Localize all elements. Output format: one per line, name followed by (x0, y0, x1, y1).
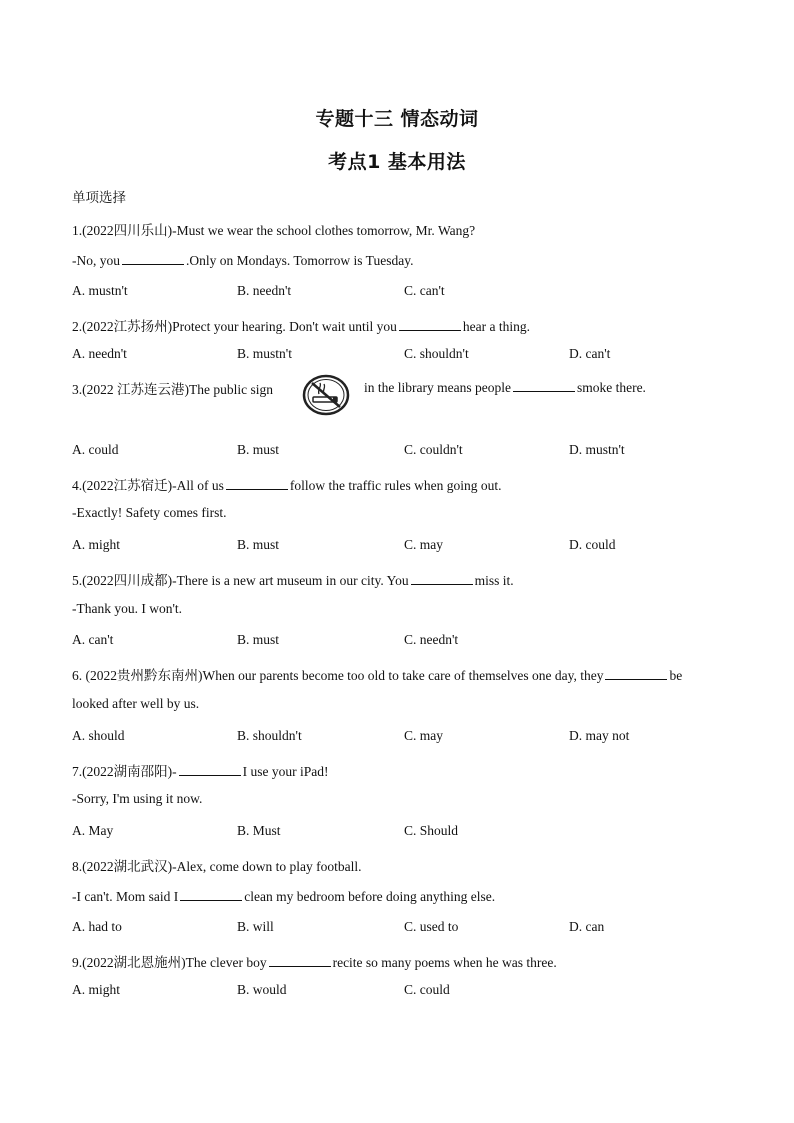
answer-blank (269, 953, 331, 967)
question-3-option-d: D. mustn't (569, 442, 625, 457)
answer-blank (122, 251, 184, 265)
page-subtitle: 考点1 基本用法 (328, 151, 466, 173)
question-8-line-1: 8.(2022湖北武汉)-Alex, come down to play football. (72, 859, 362, 874)
answer-blank (399, 317, 461, 331)
question-8-line-2: -I can't. Mom said I clean my bedroom before doing anything else. (72, 889, 496, 904)
question-6-option-c: C. may (404, 728, 443, 743)
question-6-option-d: D. may not (569, 728, 630, 743)
question-2-option-a: A. needn't (72, 346, 127, 361)
question-7-option-c: C. Should (404, 823, 459, 838)
question-5-option-b: B. must (237, 632, 280, 647)
answer-blank (226, 476, 288, 490)
question-8-option-c: C. used to (404, 919, 459, 934)
question-6-option-b: B. shouldn't (237, 728, 302, 743)
question-5-option-c: C. needn't (404, 632, 459, 647)
question-4-line-1: 4.(2022江苏宿迁)-All of us follow the traffic rules when going out. (72, 478, 502, 493)
question-1-line-2: -No, you .Only on Mondays. Tomorrow is Tuesday. (72, 253, 414, 268)
answer-blank (180, 887, 242, 901)
question-2-line-1: 2.(2022江苏扬州)Protect your hearing. Don't wait until you hear a thing. (72, 319, 530, 334)
question-6-line-1: 6. (2022贵州黔东南州)When our parents become too old to take care of themselves one day, they be (72, 668, 683, 683)
question-3-option-b: B. must (237, 442, 280, 457)
question-8-option-a: A. had to (72, 919, 122, 934)
question-1-option-a: A. mustn't (72, 283, 128, 298)
question-5-line-1: 5.(2022四川成都)-There is a new art museum in our city. You miss it. (72, 573, 514, 588)
question-4-option-d: D. could (569, 537, 616, 552)
question-4-option-a: A. might (72, 537, 121, 552)
page-title: 专题十三 情态动词 (315, 108, 479, 130)
question-6-option-a: A. should (72, 728, 125, 743)
answer-blank (513, 378, 575, 392)
question-7-line-2: -Sorry, I'm using it now. (72, 791, 203, 806)
no-smoking-sign-icon (302, 374, 350, 416)
question-6-line-2: looked after well by us. (72, 696, 200, 711)
question-9-option-a: A. might (72, 982, 121, 997)
question-1-option-c: C. can't (404, 283, 445, 298)
answer-blank (605, 666, 667, 680)
section-label: 单项选择 (72, 190, 126, 206)
question-4-option-c: C. may (404, 537, 443, 552)
question-9-option-b: B. would (237, 982, 287, 997)
question-8-option-b: B. will (237, 919, 274, 934)
question-1-line-1: 1.(2022四川乐山)-Must we wear the school clothes tomorrow, Mr. Wang? (72, 223, 476, 238)
question-5-line-2: -Thank you. I won't. (72, 601, 183, 616)
question-4-line-2: -Exactly! Safety comes first. (72, 505, 227, 520)
question-3-option-c: C. couldn't (404, 442, 463, 457)
question-7-line-1: 7.(2022湖南邵阳)- I use your iPad! (72, 764, 329, 779)
question-1-option-b: B. needn't (237, 283, 292, 298)
question-7-option-b: B. Must (237, 823, 281, 838)
question-8-option-d: D. can (569, 919, 605, 934)
question-3-line-1-continued: in the library means people smoke there. (364, 380, 646, 395)
answer-blank (411, 571, 473, 585)
question-5-option-a: A. can't (72, 632, 114, 647)
question-7-option-a: A. May (72, 823, 114, 838)
question-2-option-b: B. mustn't (237, 346, 292, 361)
question-3-option-a: A. could (72, 442, 119, 457)
question-9-option-c: C. could (404, 982, 450, 997)
question-2-option-d: D. can't (569, 346, 611, 361)
answer-blank (179, 762, 241, 776)
question-4-option-b: B. must (237, 537, 280, 552)
question-3-line-1: 3.(2022 江苏连云港)The public sign (72, 382, 273, 397)
question-2-option-c: C. shouldn't (404, 346, 469, 361)
question-9-line-1: 9.(2022湖北恩施州)The clever boy recite so many poems when he was three. (72, 955, 557, 970)
